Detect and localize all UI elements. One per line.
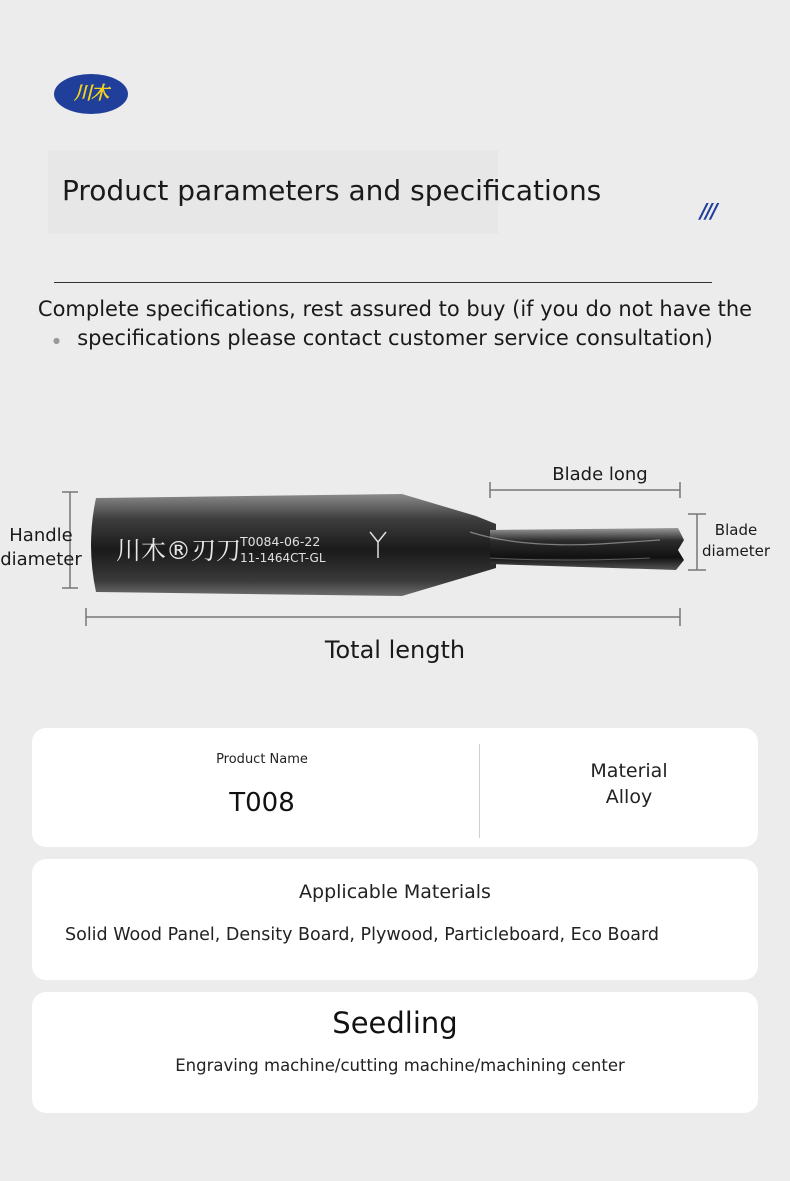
applicable-materials-heading: Applicable Materials xyxy=(299,881,491,903)
bullet-dot: ● xyxy=(53,336,60,345)
blade-long-label: Blade long xyxy=(552,464,648,485)
tool-marking-code2: 11-1464CT-GL xyxy=(240,551,326,565)
blade-diameter-label: Blade diameter xyxy=(702,521,770,560)
tool-marking-code1: T0084-06-22 xyxy=(240,534,321,549)
seedling-card xyxy=(32,992,758,1113)
page-subtitle: Complete specifications, rest assured to buy (if you do not have the specifications please contact customer service consultation) xyxy=(37,297,753,350)
tool-diagram xyxy=(0,440,790,680)
product-info-card xyxy=(32,728,758,847)
material-label: Material xyxy=(590,760,668,782)
brand-logo xyxy=(54,74,128,114)
page-title: Product parameters and specifications xyxy=(62,174,602,207)
applicable-materials-card xyxy=(32,859,758,980)
tool-marking-brand: 川木®刃刀 xyxy=(116,536,242,565)
total-length-label: Total length xyxy=(324,636,466,664)
tool-blade xyxy=(490,528,684,570)
brand-logo-text: 川木 xyxy=(74,83,108,104)
tool-taper xyxy=(402,494,496,596)
material-value: Alloy xyxy=(605,786,653,808)
seedling-heading: Seedling xyxy=(332,1006,458,1040)
handle-diameter-label: Handle diameter xyxy=(0,525,82,570)
accent-mark: /// xyxy=(700,199,716,223)
product-name-label: Product Name xyxy=(216,752,308,767)
applicable-materials-list: Solid Wood Panel, Density Board, Plywood, Particleboard, Eco Board xyxy=(65,925,659,945)
card-divider xyxy=(479,744,480,838)
title-divider xyxy=(54,282,712,283)
product-name-value: T008 xyxy=(229,788,295,818)
seedling-machines: Engraving machine/cutting machine/machining center xyxy=(175,1056,625,1075)
